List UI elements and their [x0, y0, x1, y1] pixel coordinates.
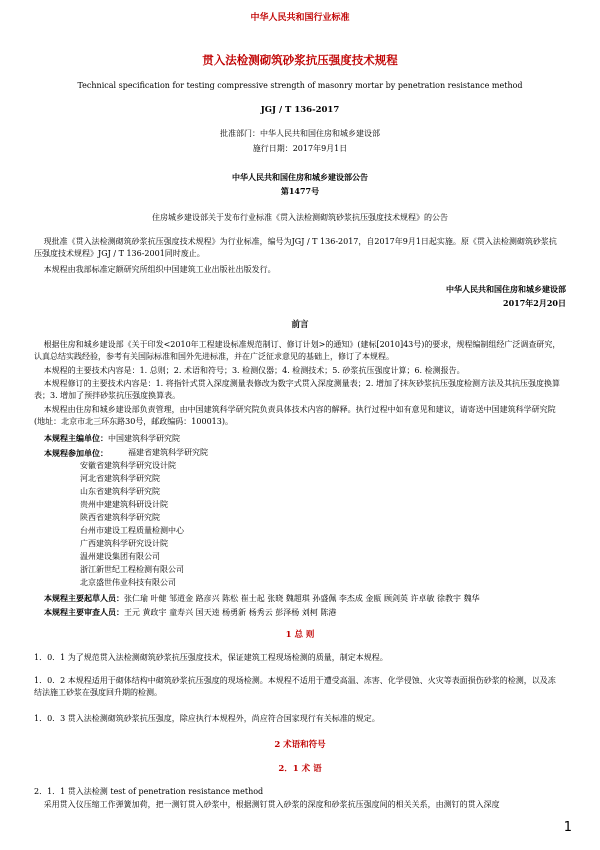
effective-date: 施行日期：2017年9月1日: [252, 144, 348, 153]
clause-1-0-3: 1．0．3 贯入法检测砌筑砂浆抗压强度，除应执行本规程外，尚应符合国家现行有关标准的规定。: [34, 714, 380, 723]
chapter-1-heading: 1 总 则: [285, 630, 315, 640]
announcement-body-1: 现批准《贯入法检测砌筑砂浆抗压强度技术规程》为行业标准，编号为JGJ / T 136-2017，自2017年9月1日起实施。原《贯入法检测砌筑砂浆抗压强度技术规程》JGJ / T 136-2001同时废止。: [34, 237, 557, 259]
participant-unit: 山东省建筑科学研究院: [80, 487, 160, 496]
announcement-number: 第1477号: [280, 186, 320, 196]
clause-2-1-1-body: 采用贯入仪压缩工作弹簧加荷，把一测钉贯入砂浆中，根据测钉贯入砂浆的深度和砂浆抗压强度间的相关关系，由测钉的贯入深度: [43, 800, 500, 809]
participant-unit: 陕西省建筑科学研究院: [80, 513, 160, 522]
clause-2-1-1: 2．1．1 贯入法检测 test of penetration resistance method: [34, 787, 264, 796]
participants-label: 本规程参加单位：: [44, 448, 108, 458]
preface-paragraph-1: 根据住房和城乡建设部《关于印发<2010年工程建设标准规范制订、修订计划>的通知》(建标[2010]43号)的要求，规程编制组经广泛调查研究，认真总结实践经验，参考有关国际标准和国外先进标准，并在广泛征求意见的基础上，修订了本规程。: [34, 340, 561, 362]
reviewers: 王元 黄政宇 童寿兴 国天逵 杨勇新 杨秀云 彭泽杨 刘柯 陈港: [124, 608, 337, 617]
chapter-2-heading: 2 术语和符号: [274, 740, 326, 750]
document-title-en: Technical specification for testing compressive strength of masonry mortar by penetration resistance method: [77, 81, 523, 90]
page-number: 1: [563, 819, 572, 835]
announcement-heading: 中华人民共和国住房和城乡建设部公告: [232, 172, 368, 182]
preface-heading: 前言: [291, 320, 309, 330]
participants-block: [44, 447, 554, 592]
participant-unit: 温州建设集团有限公司: [80, 552, 160, 561]
chief-unit-label: 本规程主编单位：: [44, 433, 108, 443]
announcement-subtitle: 住房城乡建设部关于发布行业标准《贯入法检测砌筑砂浆抗压强度技术规程》的公告: [152, 213, 448, 222]
participant-unit: 浙江新世纪工程检测有限公司: [80, 565, 184, 574]
drafters: 张仁瑜 叶健 邹道金 路彦兴 陈松 崔士起 张晓 魏超琪 孙盛佩 李杰成 金瓯 顾剑英 许卓敏 徐教宇 魏华: [124, 594, 480, 603]
announcement-date: 2017年2月20日: [503, 298, 566, 308]
participant-unit: 广西建筑科学研究设计院: [80, 539, 168, 548]
preface-paragraph-2: 本规程的主要技术内容是：1. 总则；2. 术语和符号；3. 检测仪器；4. 检测技术；5. 砂浆抗压强度计算；6. 检测报告。: [43, 366, 465, 375]
participant-unit: 福建省建筑科学研究院: [128, 448, 208, 457]
preface-paragraph-3: 本规程修订的主要技术内容是：1. 将指针式贯入深度测量表修改为数字式贯入深度测量表；2. 增加了抹灰砂浆抗压强度检测方法及其抗压强度换算表；3. 增加了预拌砂浆抗压强度换算表。: [34, 379, 560, 401]
announcement-signer: 中华人民共和国住房和城乡建设部: [446, 284, 566, 294]
standard-code: JGJ / T 136-2017: [260, 105, 340, 115]
clause-1-0-2: 1．0．2 本规程适用于砌体结构中砌筑砂浆抗压强度的现场检测。本规程不适用于遭受高温、冻害、化学侵蚀、火灾等表面损伤砂浆的检测，以及冻结法施工砂浆在强度回升期的检测。: [34, 676, 556, 698]
standard-category: 中华人民共和国行业标准: [250, 13, 350, 23]
drafters-line: [44, 592, 564, 605]
document-title-cn: 贯入法检测砌筑砂浆抗压强度技术规程: [202, 53, 398, 67]
section-2-1-heading: 2．1 术 语: [278, 764, 322, 774]
preface-paragraph-4: 本规程由住房和城乡建设部负责管理，由中国建筑科学研究院负责具体技术内容的解释。执行过程中如有意见和建议，请寄送中国建筑科学研究院(地址：北京市北三环东路30号，邮政编码：100013)。: [34, 405, 556, 427]
reviewers-label: 本规程主要审查人员：: [44, 607, 124, 617]
drafters-label: 本规程主要起草人员：: [44, 593, 124, 603]
participant-unit: 北京盛世伟业科技有限公司: [80, 578, 176, 587]
participant-unit: 河北省建筑科学研究院: [80, 474, 160, 483]
approval-department: 批准部门：中华人民共和国住房和城乡建设部: [220, 129, 380, 138]
chief-unit-line: [44, 432, 180, 445]
participant-unit: 贵州中建建筑科研设计院: [80, 500, 168, 509]
announcement-body-2: 本规程由我部标准定额研究所组织中国建筑工业出版社出版发行。: [43, 265, 276, 274]
participant-unit: 安徽省建筑科学研究设计院: [80, 461, 176, 470]
reviewers-line: [44, 606, 564, 619]
clause-1-0-1: 1．0．1 为了规范贯入法检测砌筑砂浆抗压强度技术，保证建筑工程现场检测的质量，制定本规程。: [34, 653, 388, 662]
participant-unit: 台州市建设工程质量检测中心: [80, 526, 184, 535]
chief-unit: 中国建筑科学研究院: [108, 434, 180, 443]
